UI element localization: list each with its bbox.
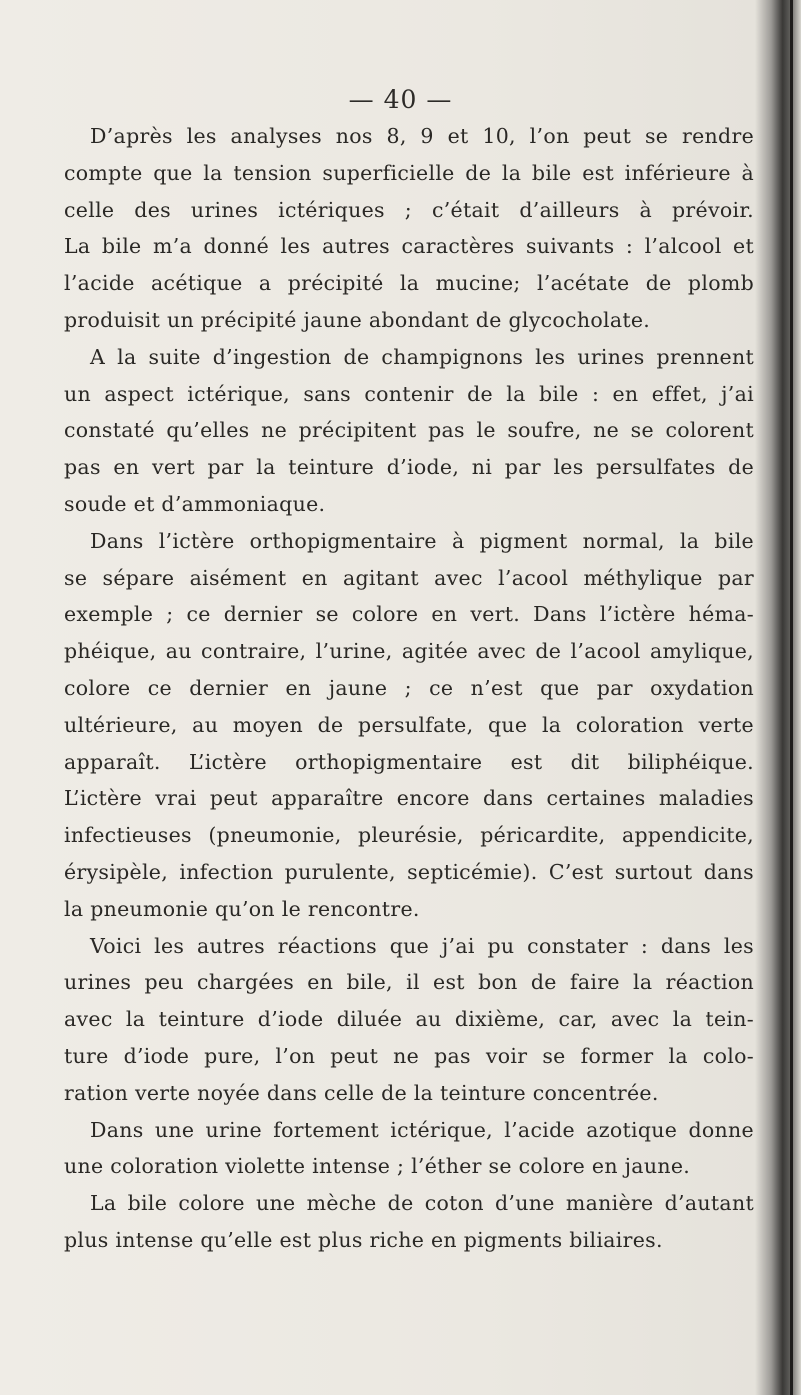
text-line: colore ce dernier en jaune ; ce n’est que par oxydation bbox=[64, 675, 754, 700]
text-line: urines peu chargées en bile, il est bon de faire la réaction bbox=[64, 970, 754, 995]
text-line: l’acide acétique a précipité la mucine; l’acétate de plomb bbox=[64, 271, 754, 296]
text-line: exemple ; ce dernier se colore en vert. Dans l’ictère héma- bbox=[64, 602, 754, 627]
page-edge-shadow bbox=[755, 0, 801, 1395]
text-line: celle des urines ictériques ; c’était d’ailleurs à prévoir. bbox=[64, 197, 754, 222]
text-line: ration verte noyée dans celle de la teinture concentrée. bbox=[64, 1080, 659, 1105]
text-line: se sépare aisément en agitant avec l’acool méthylique par bbox=[64, 565, 754, 590]
text-line: ultérieure, au moyen de persulfate, que la coloration verte bbox=[64, 712, 754, 737]
text-line: ture d’iode pure, l’on peut ne pas voir se former la colo- bbox=[64, 1043, 754, 1068]
text-line: soude et d’ammoniaque. bbox=[64, 491, 326, 516]
text-line: constaté qu’elles ne précipitent pas le soufre, ne se colorent bbox=[64, 418, 754, 443]
text-line: Dans l’ictère orthopigmentaire à pigment normal, la bile bbox=[90, 528, 754, 553]
text-line: apparaît. L’ictère orthopigmentaire est dit biliphéique. bbox=[64, 749, 754, 774]
text-line: phéique, au contraire, l’urine, agitée avec de l’acool amylique, bbox=[64, 639, 754, 664]
body-text bbox=[64, 118, 754, 1259]
text-line: avec la teinture d’iode diluée au dixième, car, avec la tein- bbox=[64, 1007, 754, 1032]
text-line: A la suite d’ingestion de champignons les urines prennent bbox=[90, 344, 754, 369]
text-line: D’après les analyses nos 8, 9 et 10, l’on peut se rendre bbox=[90, 124, 754, 148]
text-line: compte que la tension superficielle de la bile est inférieure à bbox=[64, 160, 754, 185]
text-line: La bile m’a donné les autres caractères suivants : l’alcool et bbox=[64, 234, 754, 259]
page-edge-line bbox=[790, 0, 793, 1395]
text-line: un aspect ictérique, sans contenir de la bile : en effet, j’ai bbox=[64, 381, 754, 406]
text-line: L’ictère vrai peut apparaître encore dans certaines maladies bbox=[64, 786, 754, 811]
text-line: produisit un précipité jaune abondant de glycocholate. bbox=[64, 307, 651, 332]
text-line: Voici les autres réactions que j’ai pu constater : dans les bbox=[90, 933, 754, 958]
text-line: Dans une urine fortement ictérique, l’acide azotique donne bbox=[90, 1117, 754, 1142]
text-line: infectieuses (pneumonie, pleurésie, péricardite, appendicite, bbox=[64, 823, 754, 848]
page-number: — 40 — bbox=[348, 85, 453, 114]
text-line: pas en vert par la teinture d’iode, ni par les persulfates de bbox=[64, 455, 754, 480]
text-line: La bile colore une mèche de coton d’une manière d’autant bbox=[90, 1191, 754, 1216]
text-line: la pneumonie qu’on le rencontre. bbox=[64, 896, 420, 921]
text-line: une coloration violette intense ; l’éther se colore en jaune. bbox=[64, 1154, 691, 1179]
text-line: érysipèle, infection purulente, septicémie). C’est surtout dans bbox=[64, 859, 754, 884]
text-line: plus intense qu’elle est plus riche en pigments biliaires. bbox=[64, 1227, 663, 1252]
